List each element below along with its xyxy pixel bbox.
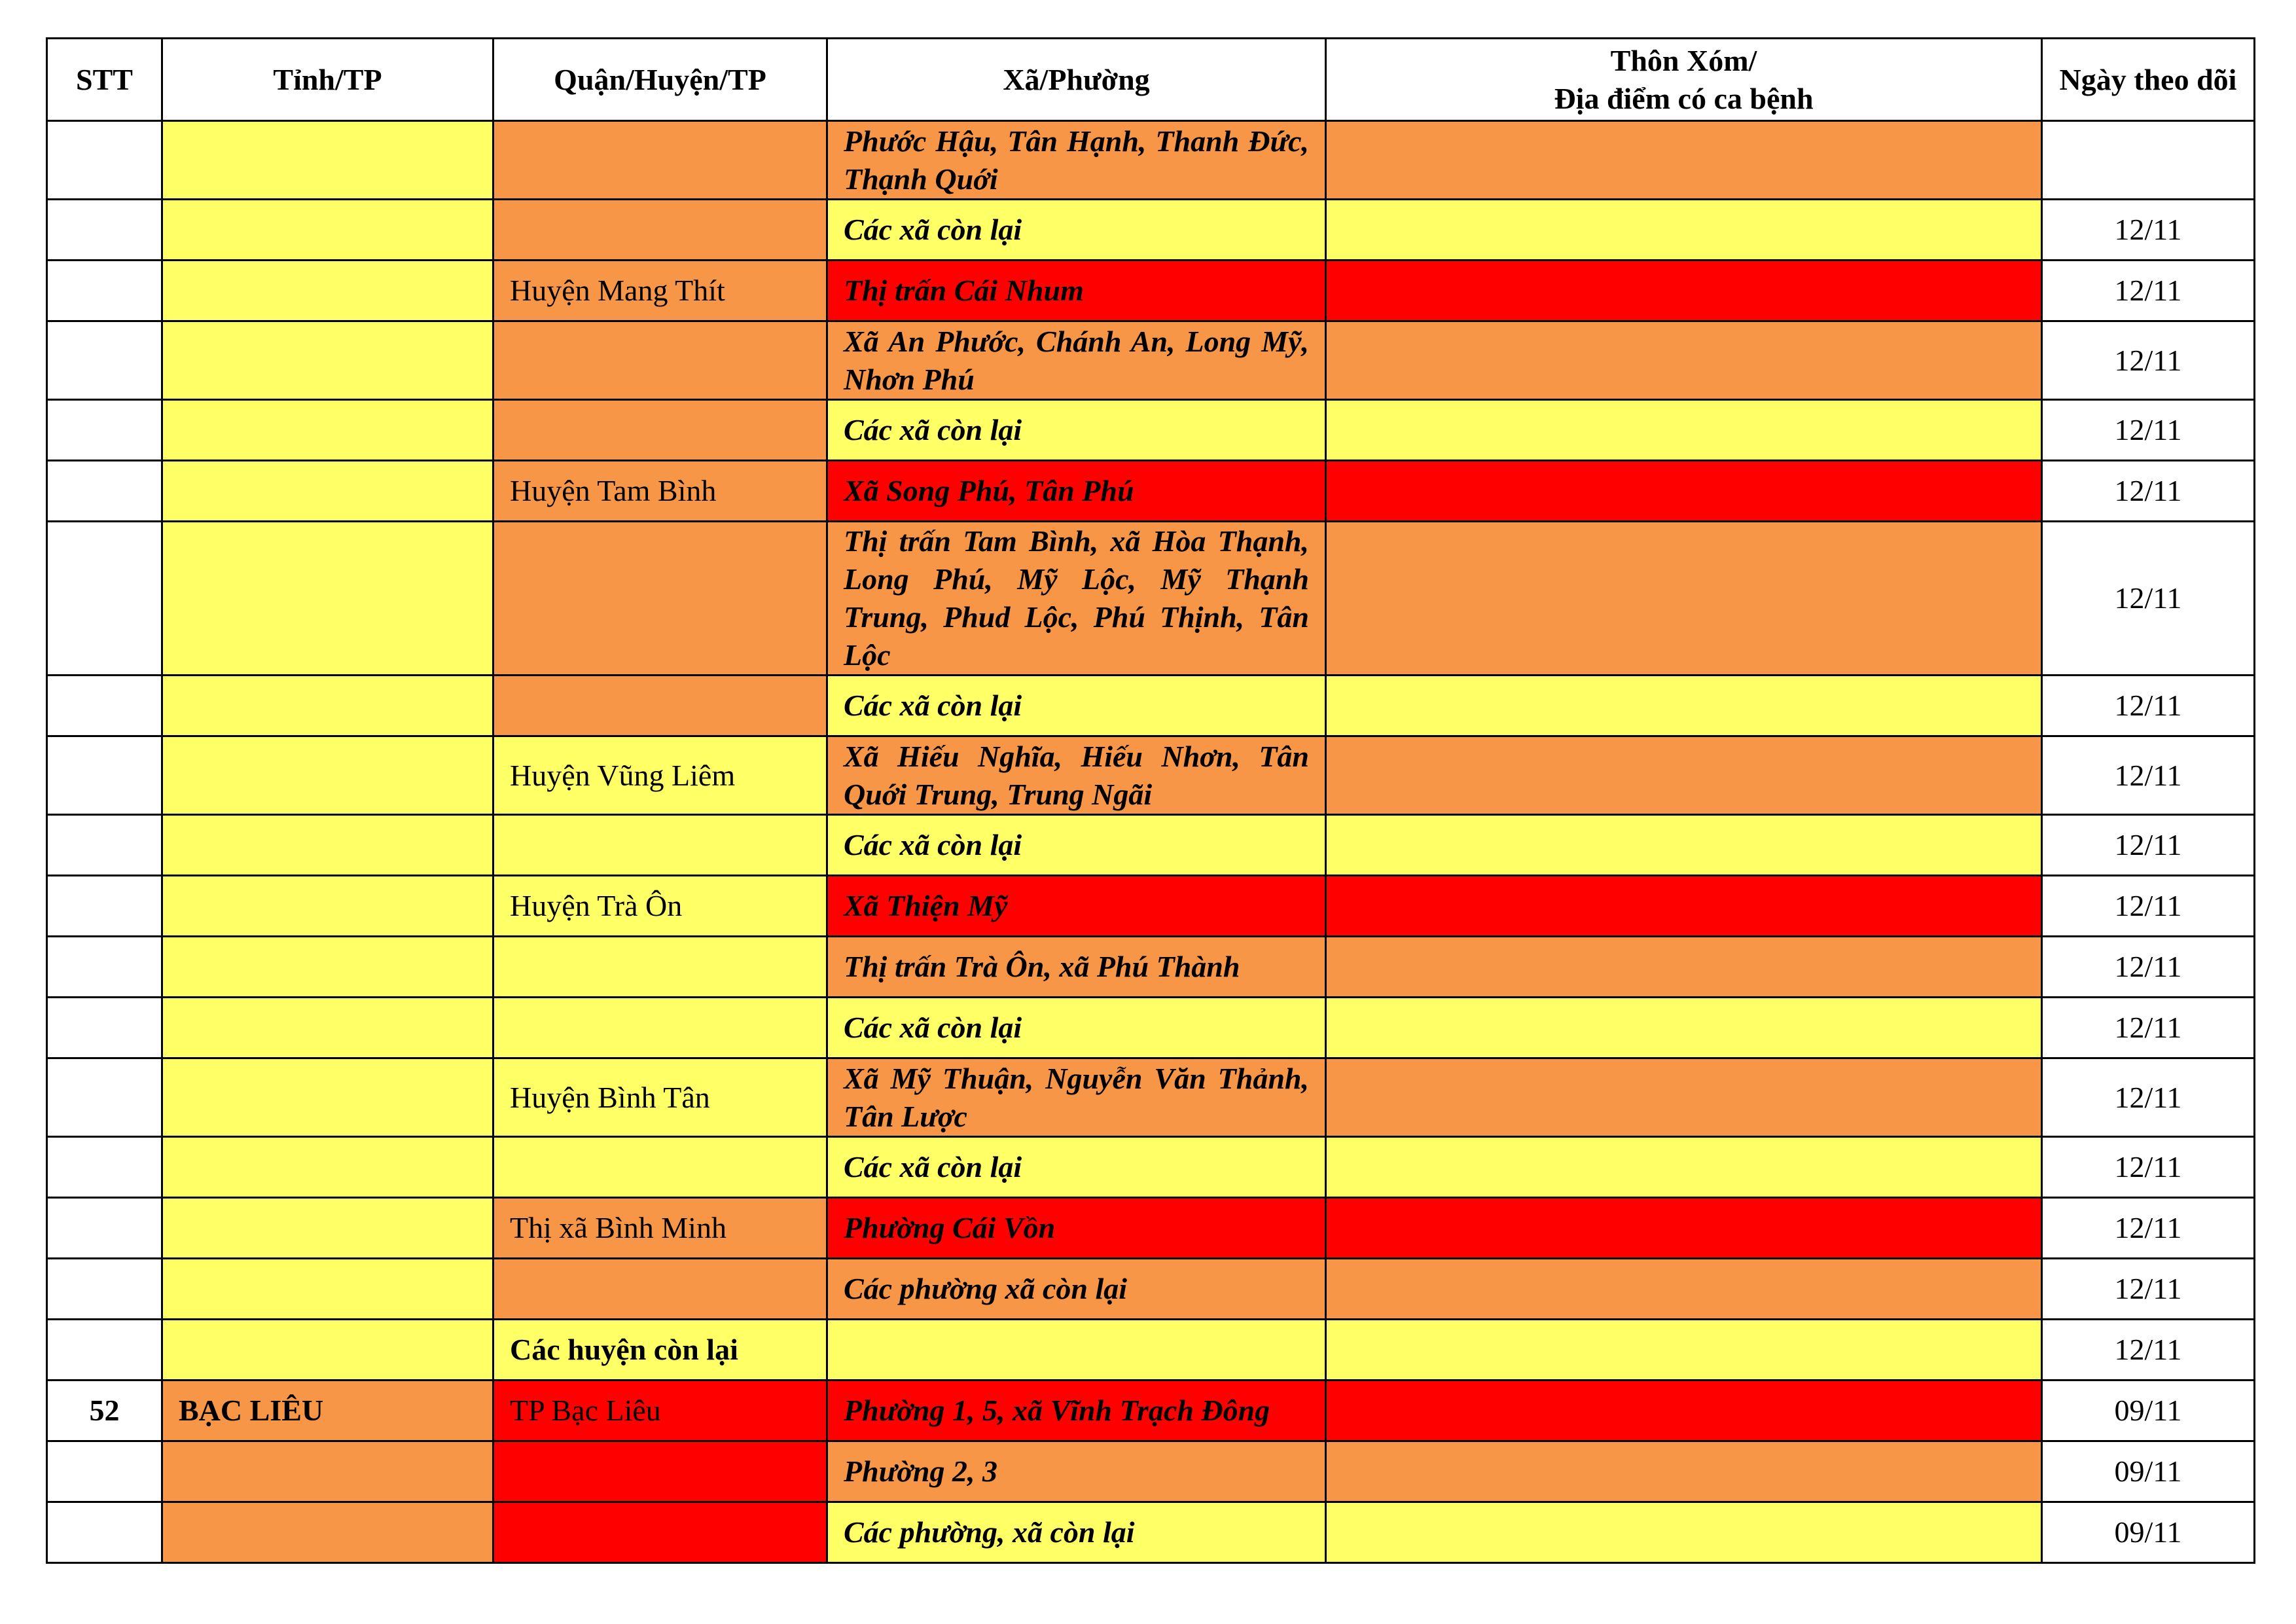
cell-date: 12/11 — [2042, 522, 2255, 676]
cell-date: 09/11 — [2042, 1441, 2255, 1502]
cell-ward: Các phường xã còn lại — [827, 1259, 1326, 1320]
cell-hamlet — [1326, 1137, 2042, 1198]
cell-district: TP Bạc Liêu — [493, 1380, 827, 1441]
cell-stt — [47, 121, 162, 200]
cell-date: 12/11 — [2042, 400, 2255, 461]
cell-province — [162, 461, 493, 522]
cell-date: 12/11 — [2042, 676, 2255, 736]
table-row — [47, 321, 2255, 400]
cell-district — [493, 676, 827, 736]
cell-hamlet — [1326, 998, 2042, 1058]
cell-province — [162, 1320, 493, 1380]
cell-hamlet — [1326, 1259, 2042, 1320]
cell-ward: Các xã còn lại — [827, 815, 1326, 876]
cell-hamlet — [1326, 1198, 2042, 1259]
cell-ward: Các xã còn lại — [827, 676, 1326, 736]
cell-ward: Thị trấn Tam Bình, xã Hòa Thạnh, Long Phú, Mỹ Lộc, Mỹ Thạnh Trung, Phud Lộc, Phú Thịnh, Tân Lộc — [827, 522, 1326, 676]
cell-district — [493, 321, 827, 400]
cell-ward: Thị trấn Cái Nhum — [827, 261, 1326, 321]
cell-date: 09/11 — [2042, 1502, 2255, 1563]
cell-stt — [47, 1198, 162, 1259]
cell-province — [162, 200, 493, 261]
cell-province — [162, 321, 493, 400]
cell-ward: Xã Hiếu Nghĩa, Hiếu Nhơn, Tân Quới Trung, Trung Ngãi — [827, 736, 1326, 815]
table-row — [47, 261, 2255, 321]
table-row — [47, 1380, 2255, 1441]
cell-ward: Các xã còn lại — [827, 998, 1326, 1058]
cell-hamlet — [1326, 937, 2042, 998]
cell-hamlet — [1326, 815, 2042, 876]
cell-stt — [47, 1502, 162, 1563]
header-province: Tỉnh/TP — [162, 39, 493, 121]
cell-date: 12/11 — [2042, 200, 2255, 261]
cell-ward: Các xã còn lại — [827, 200, 1326, 261]
table-row — [47, 1198, 2255, 1259]
cell-stt — [47, 937, 162, 998]
cell-stt — [47, 1137, 162, 1198]
cell-date: 12/11 — [2042, 261, 2255, 321]
cell-province — [162, 261, 493, 321]
cell-province — [162, 1259, 493, 1320]
table-row — [47, 736, 2255, 815]
cell-stt — [47, 676, 162, 736]
cell-ward: Phước Hậu, Tân Hạnh, Thanh Đức, Thạnh Quới — [827, 121, 1326, 200]
cell-district — [493, 200, 827, 261]
cell-district — [493, 121, 827, 200]
header-row — [47, 39, 2255, 121]
cell-stt — [47, 1259, 162, 1320]
cell-stt — [47, 321, 162, 400]
cell-province — [162, 400, 493, 461]
cell-stt — [47, 736, 162, 815]
cell-hamlet — [1326, 522, 2042, 676]
cell-hamlet — [1326, 321, 2042, 400]
table-body — [47, 121, 2255, 1563]
cell-stt — [47, 400, 162, 461]
cell-hamlet — [1326, 1320, 2042, 1380]
cell-ward: Phường 1, 5, xã Vĩnh Trạch Đông — [827, 1380, 1326, 1441]
header-hamlet-line1: Thôn Xóm/ — [1610, 43, 1757, 77]
cell-date: 12/11 — [2042, 321, 2255, 400]
cell-province — [162, 937, 493, 998]
table-row — [47, 522, 2255, 676]
cell-stt — [47, 998, 162, 1058]
cell-district — [493, 998, 827, 1058]
cell-district: Huyện Bình Tân — [493, 1058, 827, 1137]
cell-province — [162, 1198, 493, 1259]
cell-stt — [47, 1320, 162, 1380]
table-row — [47, 400, 2255, 461]
header-hamlet-line2: Địa điểm có ca bệnh — [1554, 81, 1814, 115]
cell-hamlet — [1326, 736, 2042, 815]
cell-district: Huyện Mang Thít — [493, 261, 827, 321]
cell-date: 12/11 — [2042, 998, 2255, 1058]
cell-district: Huyện Vũng Liêm — [493, 736, 827, 815]
cell-stt — [47, 876, 162, 937]
cell-stt — [47, 200, 162, 261]
cell-province — [162, 522, 493, 676]
cell-stt: 52 — [47, 1380, 162, 1441]
table-row — [47, 998, 2255, 1058]
cell-stt — [47, 815, 162, 876]
cell-ward: Các xã còn lại — [827, 1137, 1326, 1198]
cell-hamlet — [1326, 1441, 2042, 1502]
header-ward: Xã/Phường — [827, 39, 1326, 121]
cell-date: 12/11 — [2042, 876, 2255, 937]
cell-stt — [47, 522, 162, 676]
cell-ward: Xã Mỹ Thuận, Nguyễn Văn Thảnh, Tân Lược — [827, 1058, 1326, 1137]
cell-district — [493, 937, 827, 998]
cell-date: 12/11 — [2042, 937, 2255, 998]
cell-date: 12/11 — [2042, 461, 2255, 522]
cell-province — [162, 815, 493, 876]
cell-district — [493, 522, 827, 676]
header-district: Quận/Huyện/TP — [493, 39, 827, 121]
table-row — [47, 200, 2255, 261]
cell-province — [162, 1502, 493, 1563]
cell-hamlet — [1326, 461, 2042, 522]
cell-province — [162, 121, 493, 200]
cell-ward: Thị trấn Trà Ôn, xã Phú Thành — [827, 937, 1326, 998]
cell-hamlet — [1326, 1058, 2042, 1137]
cell-hamlet — [1326, 400, 2042, 461]
cell-stt — [47, 1058, 162, 1137]
cell-province — [162, 876, 493, 937]
cell-province — [162, 998, 493, 1058]
cell-district — [493, 1441, 827, 1502]
table-row — [47, 1137, 2255, 1198]
cell-district — [493, 815, 827, 876]
cell-district: Huyện Tam Bình — [493, 461, 827, 522]
cell-date: 09/11 — [2042, 1380, 2255, 1441]
cell-province — [162, 736, 493, 815]
header-date: Ngày theo dõi — [2042, 39, 2255, 121]
cell-hamlet — [1326, 261, 2042, 321]
cell-date: 12/11 — [2042, 1198, 2255, 1259]
cell-stt — [47, 461, 162, 522]
cell-ward: Phường 2, 3 — [827, 1441, 1326, 1502]
table-row — [47, 461, 2255, 522]
cell-hamlet — [1326, 121, 2042, 200]
table-row — [47, 121, 2255, 200]
cell-ward: Xã An Phước, Chánh An, Long Mỹ, Nhơn Phú — [827, 321, 1326, 400]
cell-date — [2042, 121, 2255, 200]
table-row — [47, 815, 2255, 876]
cell-stt — [47, 1441, 162, 1502]
cell-date: 12/11 — [2042, 1320, 2255, 1380]
risk-zone-table — [46, 37, 2255, 1564]
table-row — [47, 1320, 2255, 1380]
table-row — [47, 1441, 2255, 1502]
header-hamlet — [1326, 39, 2042, 121]
cell-district: Các huyện còn lại — [493, 1320, 827, 1380]
cell-district — [493, 1502, 827, 1563]
cell-hamlet — [1326, 1502, 2042, 1563]
cell-hamlet — [1326, 676, 2042, 736]
cell-district — [493, 1137, 827, 1198]
cell-district — [493, 1259, 827, 1320]
cell-hamlet — [1326, 200, 2042, 261]
cell-province: BẠC LIÊU — [162, 1380, 493, 1441]
cell-district: Huyện Trà Ôn — [493, 876, 827, 937]
cell-district: Thị xã Bình Minh — [493, 1198, 827, 1259]
cell-date: 12/11 — [2042, 1137, 2255, 1198]
cell-stt — [47, 261, 162, 321]
cell-ward: Xã Song Phú, Tân Phú — [827, 461, 1326, 522]
header-stt: STT — [47, 39, 162, 121]
table-row — [47, 1058, 2255, 1137]
cell-hamlet — [1326, 1380, 2042, 1441]
cell-ward: Các phường, xã còn lại — [827, 1502, 1326, 1563]
cell-ward: Xã Thiện Mỹ — [827, 876, 1326, 937]
cell-province — [162, 1058, 493, 1137]
table-row — [47, 876, 2255, 937]
table-row — [47, 1259, 2255, 1320]
cell-province — [162, 1441, 493, 1502]
cell-ward — [827, 1320, 1326, 1380]
table-row — [47, 1502, 2255, 1563]
cell-date: 12/11 — [2042, 736, 2255, 815]
table-row — [47, 937, 2255, 998]
cell-province — [162, 1137, 493, 1198]
cell-district — [493, 400, 827, 461]
cell-date: 12/11 — [2042, 1259, 2255, 1320]
cell-date: 12/11 — [2042, 815, 2255, 876]
table-row — [47, 676, 2255, 736]
cell-province — [162, 676, 493, 736]
cell-date: 12/11 — [2042, 1058, 2255, 1137]
cell-ward: Phường Cái Vồn — [827, 1198, 1326, 1259]
cell-ward: Các xã còn lại — [827, 400, 1326, 461]
cell-hamlet — [1326, 876, 2042, 937]
